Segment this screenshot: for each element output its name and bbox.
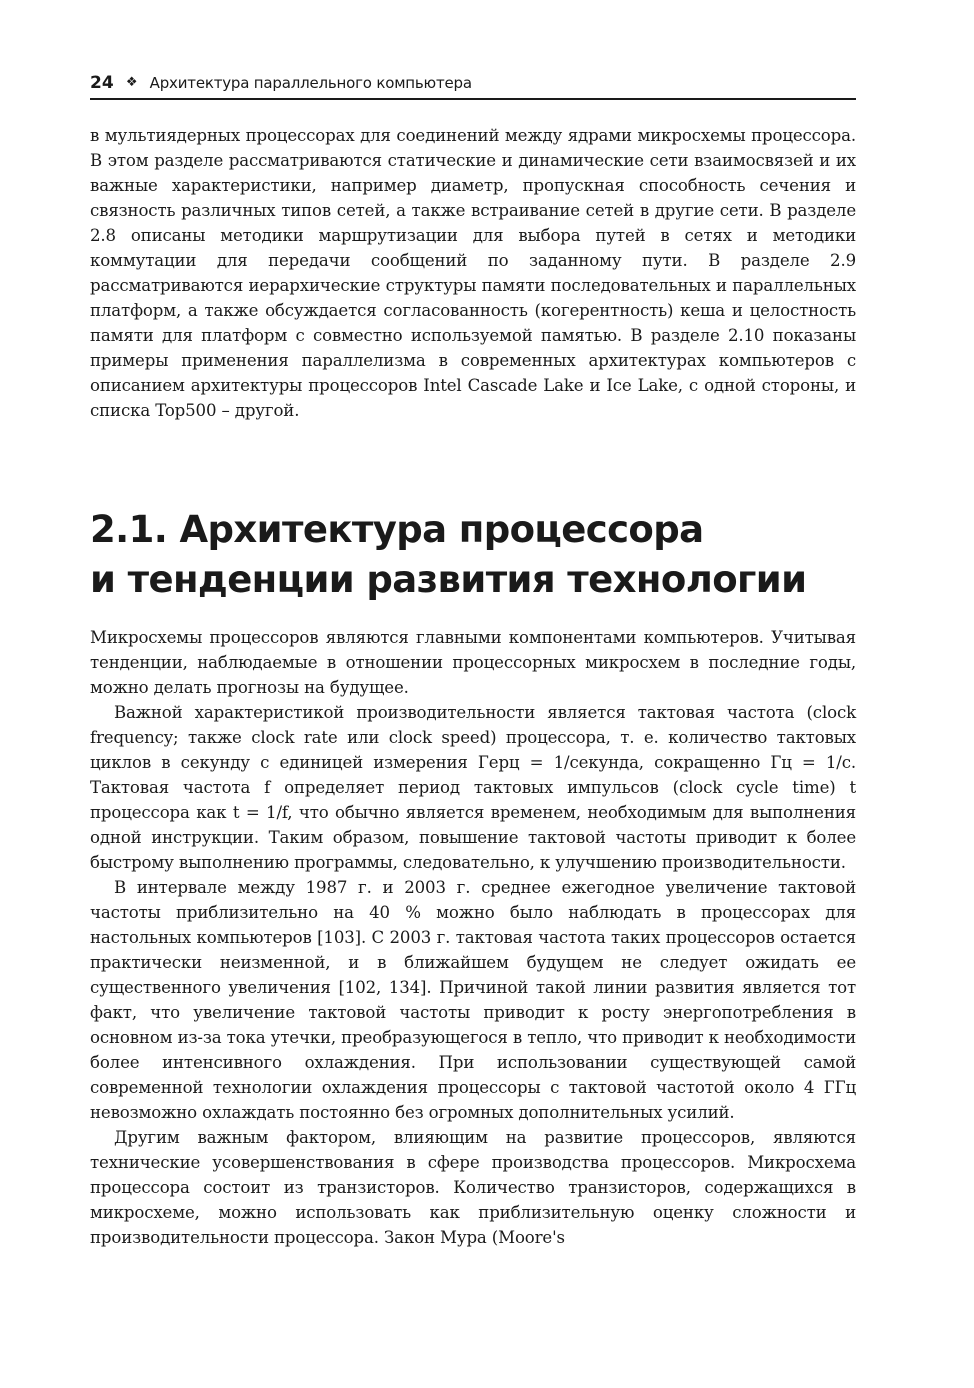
running-header — [90, 72, 856, 100]
section-paragraph: В интервале между 1987 г. и 2003 г. среднее ежегодное увеличение тактовой частоты приблизительно на 40 % можно было наблюдать в процессорах для настольных компьютеров [103]. С 2003 г. тактовая частота таких процессоров остается практически неизменной, и в ближайшем будущем не следует ожидать ее существенного увеличения [102, 134]. Причиной такой линии развития является тот факт, что увеличение тактовой частоты приводит к росту энергопотребления в основном из-за тока утечки, преобразующегося в тепло, что приводит к необходимости более интенсивного охлаждения. При использовании существующей самой современной технологии охлаждения процессоры с тактовой частотой около 4 ГГц невозможно охлаждать постоянно без огромных дополнительных усилий. — [90, 878, 856, 1122]
section-body — [90, 625, 856, 1250]
section-heading-line-2: и тенденции развития технологии — [90, 558, 807, 601]
running-title: Архитектура параллельного компьютера — [149, 74, 472, 92]
intro-paragraph: в мультиядерных процессорах для соединений между ядрами микросхемы процессора. В этом разделе рассматриваются статические и динамические сети взаимосвязей и их важные характеристики, например диаметр, пропускная способность сечения и связность различных типов сетей, а также встраивание сетей в другие сети. В разделе 2.8 описаны методики маршрутизации для выбора путей в сетях и методики коммутации для передачи сообщений по заданному пути. В разделе 2.9 рассматриваются иерархические структуры памяти последовательных и параллельных платформ, а также обсуждается согласованность (когерентность) кеша и целостность памяти для платформ с совместно используемой памятью. В разделе 2.10 показаны примеры применения параллелизма в современных архитектурах компьютеров с описанием архитектуры процессоров Intel Cascade Lake и Ice Lake, с одной стороны, и списка Top500 – другой. — [90, 126, 856, 420]
section-paragraph: Важной характеристикой производительности является тактовая частота (clock frequency; также clock rate или clock speed) процессора, т. е. количество тактовых циклов в секунду с единицей измерения Герц = 1/секунда, сокращенно Гц = 1/с. Тактовая частота f определяет период тактовых импульсов (clock cycle time) t процессора как t = 1/f, что обычно является временем, необходимым для выполнения одной инструкции. Таким образом, повышение тактовой частоты приводит к более быстрому выполнению программы, следовательно, к улучшению производительности. — [90, 703, 856, 872]
four-petal-diamond-icon: ❖ — [125, 75, 138, 90]
section-paragraph: Другим важным фактором, влияющим на развитие процессоров, являются технические усовершенствования в сфере производства процессоров. Микросхема процессора состоит из транзисторов. Количество транзисторов, содержащихся в микросхеме, можно использовать как приблизительную оценку сложности и производительности процессора. Закон Мура (Moore's — [90, 1128, 856, 1247]
page-number: 24 — [90, 73, 114, 93]
intro-block — [90, 123, 856, 423]
section-heading-line-1: 2.1. Архитектура процессора — [90, 508, 704, 551]
section-paragraph: Микросхемы процессоров являются главными компонентами компьютеров. Учитывая тенденции, наблюдаемые в отношении процессорных микросхем в последние годы, можно делать прогнозы на будущее. — [90, 628, 856, 697]
section-heading — [90, 505, 856, 605]
